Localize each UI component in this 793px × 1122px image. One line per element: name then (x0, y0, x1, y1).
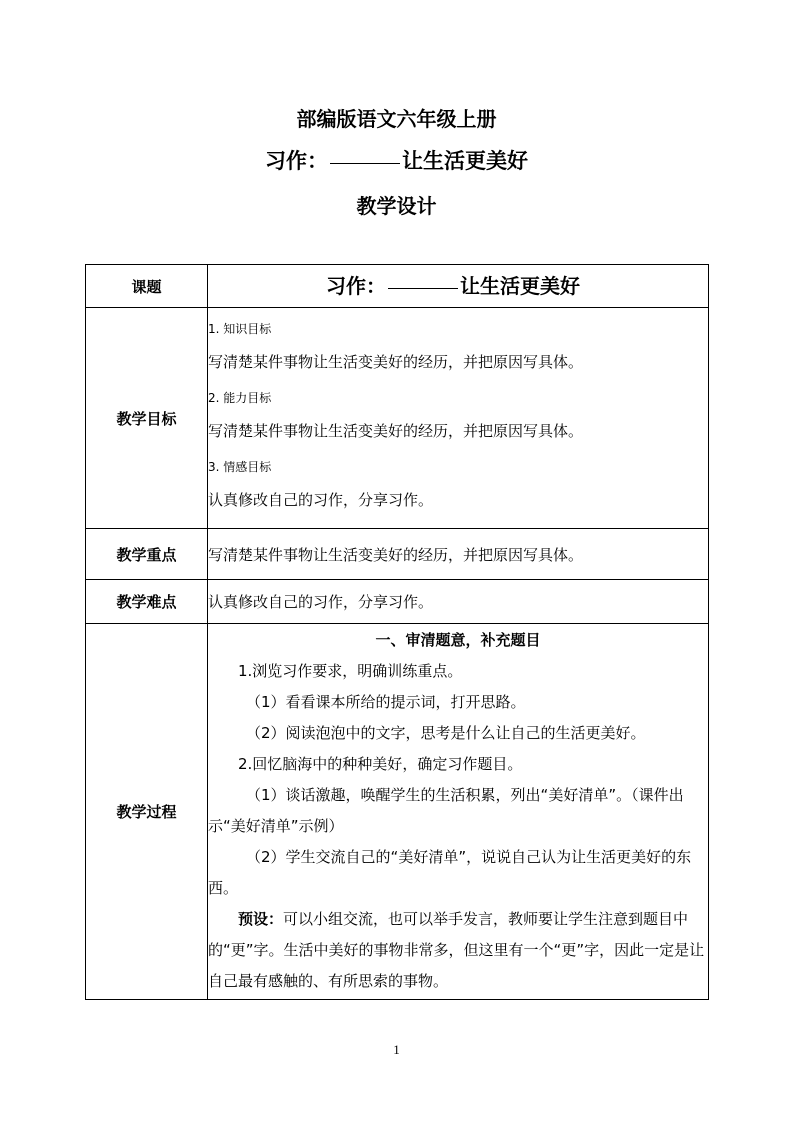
process-line: （2）阅读泡泡中的文字，思考是什么让自己的生活更美好。 (246, 724, 646, 742)
document-subtitle (0, 145, 793, 175)
process-cell (208, 624, 709, 1000)
goal-heading: 1. 知识目标 (208, 322, 272, 336)
lesson-plan-table (85, 264, 709, 1000)
topic-cell (208, 265, 709, 308)
key-point-text: 写清楚某件事物让生活变美好的经历，并把原因写具体。 (208, 529, 709, 580)
difficulty-text: 认真修改自己的习作，分享习作。 (208, 580, 709, 624)
lesson-title-prefix: 习作： (326, 274, 386, 298)
row-difficulty (86, 580, 709, 624)
goal-heading: 3. 情感目标 (208, 460, 272, 474)
goal-heading: 2. 能力目标 (208, 391, 272, 405)
subtitle-suffix: 让生活更美好 (402, 149, 528, 173)
label-goals: 教学目标 (86, 308, 208, 529)
lesson-title-blank (388, 288, 458, 289)
document-title: 部编版语文六年级上册 (296, 107, 497, 131)
row-goals (86, 308, 709, 529)
process-line: 1.浏览习作要求，明确训练重点。 (238, 662, 463, 680)
process-line: （2）学生交流自己的“美好清单”，说说自己认为让生活更美好的东西。 (208, 848, 692, 897)
goals-cell (208, 308, 709, 529)
row-key-point (86, 529, 709, 580)
fill-in-blank (330, 163, 400, 164)
row-topic (86, 265, 709, 308)
preset-label: 预设： (238, 910, 284, 928)
goal-text: 写清楚某件事物让生活变美好的经历，并把原因写具体。 (208, 422, 584, 440)
label-topic: 课题 (86, 265, 208, 308)
label-key-point: 教学重点 (86, 529, 208, 580)
goal-text: 认真修改自己的习作，分享习作。 (208, 491, 434, 509)
subtitle-prefix: 习作： (265, 149, 328, 173)
process-line: 2.回忆脑海中的种种美好，确定习作题目。 (238, 755, 523, 773)
document-type: 教学设计 (356, 194, 437, 218)
label-process: 教学过程 (86, 624, 208, 1000)
row-process (86, 624, 709, 1000)
lesson-title-suffix: 让生活更美好 (460, 274, 580, 298)
preset-text: 可以小组交流，也可以举手发言，教师要让学生注意到题目中的“更”字。生活中美好的事物非常多，但这里有一个“更”字，因此一定是让自己最有感触的、有所思索的事物。 (208, 910, 705, 990)
page-number: 1 (393, 1042, 400, 1057)
preset-paragraph (208, 904, 708, 997)
lesson-title (208, 265, 708, 307)
process-line: （1）看看课本所给的提示词，打开思路。 (246, 693, 526, 711)
process-line: （1）谈话激趣，唤醒学生的生活积累，列出“美好清单”。（课件出示“美好清单”示例） (208, 786, 684, 835)
label-difficulty: 教学难点 (86, 580, 208, 624)
section-title: 一、审清题意，补充题目 (375, 631, 541, 649)
goal-text: 写清楚某件事物让生活变美好的经历，并把原因写具体。 (208, 353, 584, 371)
